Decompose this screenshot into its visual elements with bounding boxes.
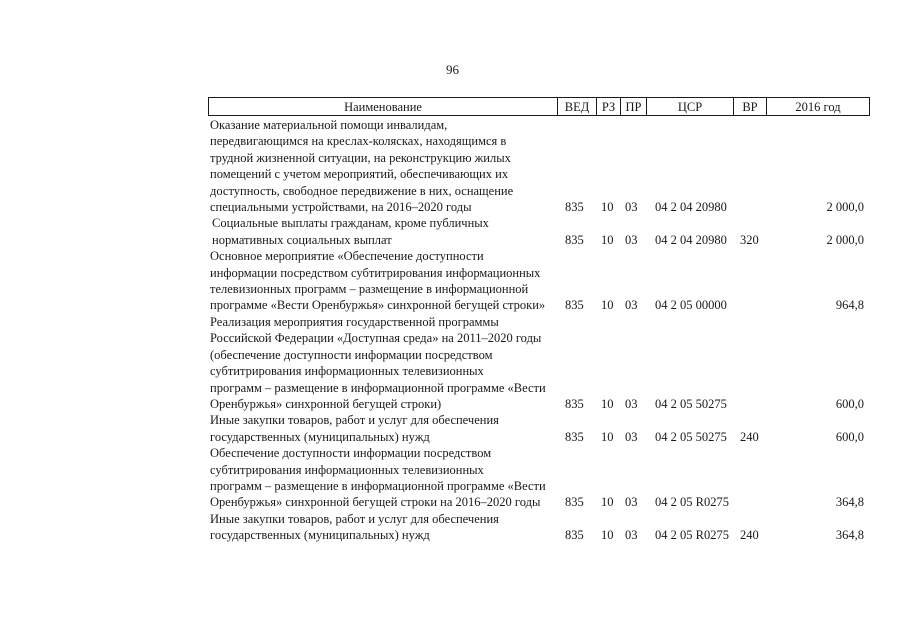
table-row bbox=[0, 314, 905, 412]
cell-ved: 835 bbox=[565, 429, 584, 444]
row-name bbox=[210, 248, 560, 314]
cell-rz: 10 bbox=[601, 396, 614, 411]
row-name bbox=[210, 445, 560, 511]
row-name-line: телевизионных программ – размещение в информационной bbox=[210, 282, 529, 297]
row-name-line: субтитрирования информационных телевизионных bbox=[210, 462, 484, 477]
header-year: 2016 год bbox=[795, 100, 841, 114]
row-name-line: Оказание материальной помощи инвалидам, bbox=[210, 118, 448, 132]
table-row bbox=[0, 215, 905, 248]
row-name-line: Оренбуржья» синхронной бегущей строки) bbox=[210, 396, 442, 411]
row-name-line: Иные закупки товаров, работ и услуг для обеспечения bbox=[210, 511, 499, 526]
table-row bbox=[0, 412, 905, 445]
cell-ved: 835 bbox=[565, 298, 584, 313]
row-name-line: программ – размещение в информационной программе «Вести bbox=[210, 478, 546, 493]
cell-pr: 03 bbox=[625, 200, 638, 215]
row-name-line: Российской Федерации «Доступная среда» на 2011–2020 годы bbox=[210, 331, 542, 346]
cell-ved: 835 bbox=[565, 528, 584, 543]
cell-pr: 03 bbox=[625, 232, 638, 247]
row-name bbox=[210, 511, 560, 544]
header-pr: ПР bbox=[621, 98, 647, 115]
cell-csr: 04 2 05 00000 bbox=[655, 298, 727, 313]
cell-vr: 240 bbox=[740, 528, 759, 543]
header-name: Наименование bbox=[209, 98, 558, 115]
table-row bbox=[0, 248, 905, 314]
cell-vr: 240 bbox=[740, 429, 759, 444]
cell-amount: 600,0 bbox=[835, 429, 864, 444]
row-name-line: субтитрирования информационных телевизионных bbox=[210, 364, 484, 379]
header-vr: ВР bbox=[734, 98, 767, 115]
cell-csr: 04 2 05 R0275 bbox=[655, 528, 729, 543]
row-name bbox=[210, 314, 560, 412]
row-name-line: программ – размещение в информационной программе «Вести bbox=[210, 380, 546, 395]
row-name-line: нормативных социальных выплат bbox=[212, 232, 392, 247]
cell-rz: 10 bbox=[601, 528, 614, 543]
row-name-line: трудной жизненной ситуации, на реконструкцию жилых bbox=[210, 150, 511, 165]
cell-pr: 03 bbox=[625, 396, 638, 411]
row-name-line: государственных (муниципальных) нужд bbox=[210, 528, 430, 543]
cell-ved: 835 bbox=[565, 232, 584, 247]
row-name-line: Социальные выплаты гражданам, кроме публичных bbox=[212, 216, 489, 231]
table-row bbox=[0, 511, 905, 544]
cell-ved: 835 bbox=[565, 200, 584, 215]
row-name-line: помещений с учетом мероприятий, обеспечивающих их bbox=[210, 167, 509, 182]
row-name-line: информации посредством субтитрирования информационных bbox=[210, 265, 541, 280]
cell-amount: 2 000,0 bbox=[826, 200, 864, 215]
row-name-line: программе «Вести Оренбуржья» синхронной бегущей строки» bbox=[210, 298, 546, 313]
row-name-line: Оренбуржья» синхронной бегущей строки на 2016–2020 годы bbox=[210, 495, 541, 510]
cell-amount: 600,0 bbox=[835, 396, 864, 411]
header-csr: ЦСР bbox=[647, 98, 734, 115]
table-row bbox=[0, 445, 905, 511]
cell-csr: 04 2 05 R0275 bbox=[655, 495, 729, 510]
row-name bbox=[210, 412, 560, 445]
cell-pr: 03 bbox=[625, 429, 638, 444]
cell-ved: 835 bbox=[565, 396, 584, 411]
row-name-line: государственных (муниципальных) нужд bbox=[210, 429, 430, 444]
cell-rz: 10 bbox=[601, 200, 614, 215]
header-rz: РЗ bbox=[597, 98, 621, 115]
row-name-line: (обеспечение доступности информации посредством bbox=[210, 347, 493, 362]
row-name-line: Иные закупки товаров, работ и услуг для обеспечения bbox=[210, 413, 499, 428]
cell-rz: 10 bbox=[601, 232, 614, 247]
table-row bbox=[0, 117, 905, 215]
cell-amount: 964,8 bbox=[835, 298, 864, 313]
row-name-line: доступность, свободное передвижение в них, оснащение bbox=[210, 183, 514, 198]
cell-amount: 364,8 bbox=[835, 528, 864, 543]
cell-csr: 04 2 05 50275 bbox=[655, 429, 727, 444]
cell-rz: 10 bbox=[601, 298, 614, 313]
cell-amount: 2 000,0 bbox=[826, 232, 864, 247]
cell-csr: 04 2 04 20980 bbox=[655, 200, 727, 215]
cell-vr: 320 bbox=[740, 232, 759, 247]
cell-amount: 364,8 bbox=[835, 495, 864, 510]
cell-rz: 10 bbox=[601, 495, 614, 510]
row-name-line: передвигающимся на креслах-колясках, находящимся в bbox=[210, 134, 507, 149]
cell-csr: 04 2 04 20980 bbox=[655, 232, 727, 247]
row-name-line: Обеспечение доступности информации посредством bbox=[210, 446, 492, 461]
cell-pr: 03 bbox=[625, 528, 638, 543]
cell-csr: 04 2 05 50275 bbox=[655, 396, 727, 411]
cell-ved: 835 bbox=[565, 495, 584, 510]
row-name-line: специальными устройствами, на 2016–2020 годы bbox=[210, 200, 472, 215]
row-name-line: Основное мероприятие «Обеспечение доступности bbox=[210, 249, 484, 264]
row-name bbox=[212, 215, 562, 248]
page-number: 96 bbox=[446, 62, 459, 77]
row-name bbox=[210, 117, 560, 215]
cell-rz: 10 bbox=[601, 429, 614, 444]
table-header bbox=[208, 97, 870, 116]
header-ved: ВЕД bbox=[558, 98, 597, 115]
cell-pr: 03 bbox=[625, 495, 638, 510]
table-body bbox=[0, 117, 905, 544]
row-name-line: Реализация мероприятия государственной программы bbox=[210, 314, 499, 329]
cell-pr: 03 bbox=[625, 298, 638, 313]
